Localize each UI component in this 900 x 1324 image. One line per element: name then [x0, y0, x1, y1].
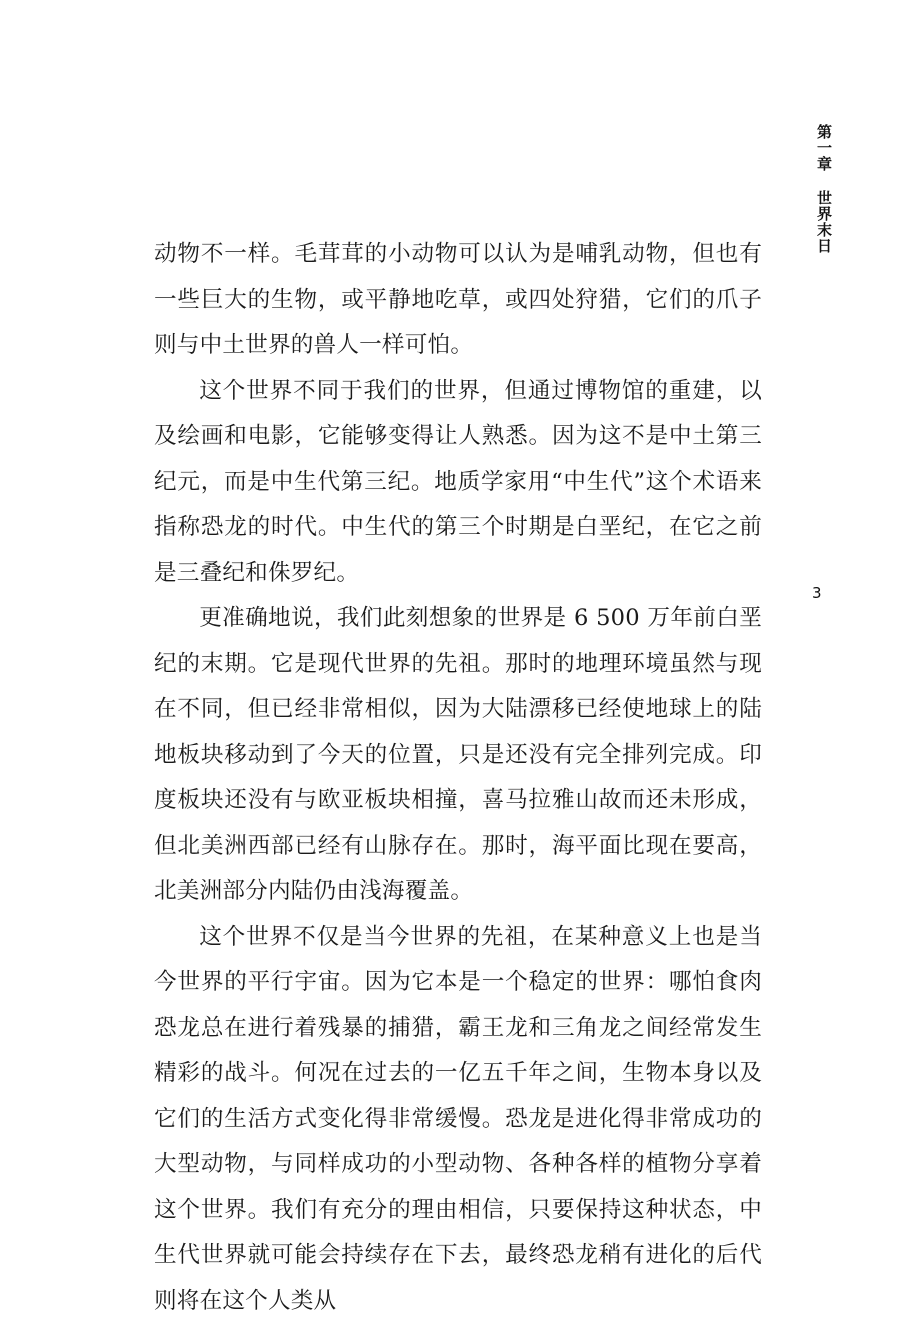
paragraph-3: 更准确地说，我们此刻想象的世界是 6 500 万年前白垩纪的末期。它是现代世界的先祖。那时的地理环境虽然与现在不同，但已经非常相似，因为大陆漂移已经使地球上的陆地板块移动到了今天的位置，只是还没有完全排列完成。印度板块还没有与欧亚板块相撞，喜马拉雅山故而还未形成，但北美洲西部已经有山脉存在。那时，海平面比现在要高，北美洲部分内陆仍由浅海覆盖。 [154, 596, 762, 915]
paragraph-4: 这个世界不仅是当今世界的先祖，在某种意义上也是当今世界的平行宇宙。因为它本是一个稳定的世界：哪怕食肉恐龙总在进行着残暴的捕猎，霸王龙和三角龙之间经常发生精彩的战斗。何况在过去的一亿五千年之间，生物本身以及它们的生活方式变化得非常缓慢。恐龙是进化得非常成功的大型动物，与同样成功的小型动物、各种各样的植物分享着这个世界。我们有充分的理由相信，只要保持这种状态，中生代世界就可能会持续存在下去，最终恐龙稍有进化的后代则将在这个人类从 [154, 915, 762, 1324]
page-number: 3 [812, 584, 828, 602]
chapter-title: 世界末日 [815, 190, 833, 254]
chapter-number: 第一章 [815, 124, 833, 172]
paragraph-2: 这个世界不同于我们的世界，但通过博物馆的重建，以及绘画和电影，它能够变得让人熟悉。因为这不是中土第三纪元，而是中生代第三纪。地质学家用“中生代”这个术语来指称恐龙的时代。中生代的第三个时期是白垩纪，在它之前是三叠纪和侏罗纪。 [154, 369, 762, 597]
body-text [154, 232, 762, 1324]
paragraph-1: 动物不一样。毛茸茸的小动物可以认为是哺乳动物，但也有一些巨大的生物，或平静地吃草，或四处狩猎，它们的爪子则与中土世界的兽人一样可怕。 [154, 232, 762, 369]
running-head [812, 124, 836, 254]
